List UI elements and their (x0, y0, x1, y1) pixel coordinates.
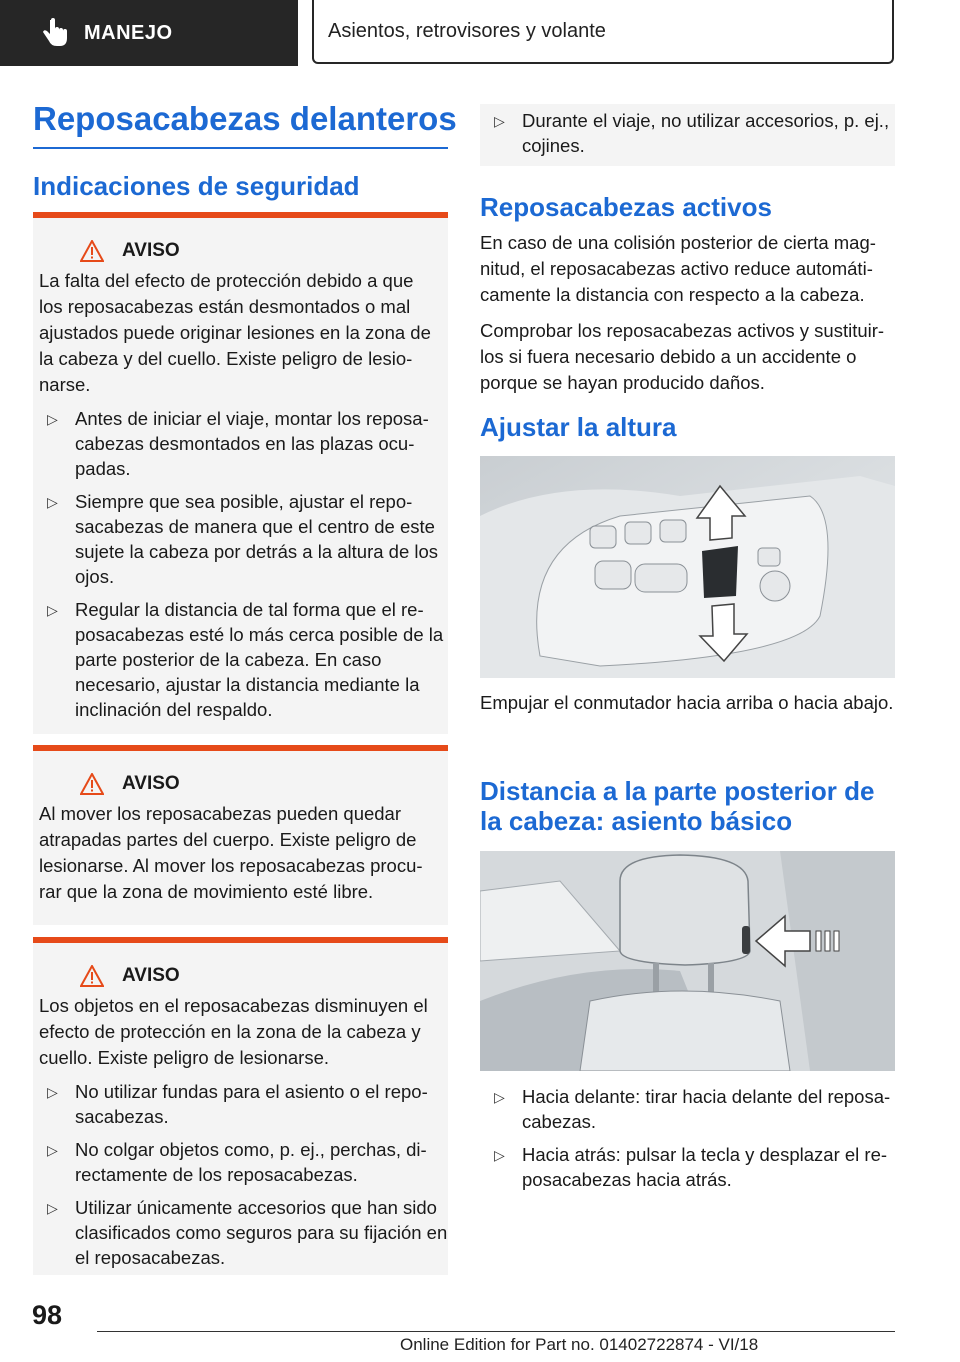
warning-box (33, 745, 448, 925)
warning-label: AVISO (122, 773, 180, 794)
list-item: ▷ Utilizar únicamente accesorios que han sido clasificados como seguros para su fijación en el reposacabezas. (47, 1197, 448, 1268)
list-item: ▷ Hacia atrás: pulsar la tecla y desplazar el reposacabezas hacia atrás. (494, 1144, 888, 1190)
edition-text: Online Edition for Part no. 01402722874 - VI/18 (400, 1335, 759, 1354)
triangle-bullet-icon: ▷ (47, 602, 58, 618)
active-paragraph-1: En caso de una colisión posterior de cierta magnitud, el reposacabezas activo reduce automáticamente la distancia con respecto a la cabeza. (480, 232, 876, 305)
hand-pointer-icon (42, 18, 68, 48)
list-item: ▷ Siempre que sea posible, ajustar el reposacabezas de manera que el centro de este sujete la cabeza por detrás a la altura de los ojos. (47, 491, 439, 587)
list-item: ▷ Durante el viaje, no utilizar accesorios, p. ej., cojines. (494, 110, 890, 156)
page-number: 98 (32, 1300, 63, 1330)
triangle-bullet-icon: ▷ (494, 113, 505, 129)
distance-heading: Distancia a la parte posterior de la cabeza: asiento básico (480, 776, 875, 836)
chapter-tab[interactable] (312, 0, 894, 64)
triangle-bullet-icon: ▷ (494, 1147, 505, 1163)
list-item: ▷ Antes de iniciar el viaje, montar los reposacabezas desmontados en las plazas ocupadas. (47, 408, 429, 479)
height-heading: Ajustar la altura (480, 412, 677, 442)
safety-heading: Indicaciones de seguridad (33, 171, 360, 201)
triangle-bullet-icon: ▷ (47, 494, 58, 510)
warning-box (33, 212, 448, 734)
list-item: ▷ No utilizar fundas para el asiento o el reposacabezas. (47, 1081, 428, 1127)
warning-triangle-icon (80, 773, 104, 795)
list-item: ▷ Hacia delante: tirar hacia delante del reposacabezas. (494, 1086, 891, 1132)
page-title: Reposacabezas delanteros (33, 100, 457, 137)
triangle-bullet-icon: ▷ (47, 1200, 58, 1216)
warning-text: La falta del efecto de protección debido a que los reposacabezas están desmontados o mal ajustados puede originar lesiones en la zona de la cabeza y del cuello. Existe peligro de lesionarse. (39, 270, 431, 395)
list-item: ▷ Regular la distancia de tal forma que el reposacabezas esté lo más cerca posible de la parte posterior de la cabeza. En caso necesario, ajustar la distancia mediante la inclinación del respaldo. (47, 599, 444, 720)
warning-text: Al mover los reposacabezas pueden quedar atrapadas partes del cuerpo. Existe peligro de lesionarse. Al mover los reposacabezas procurar que la zona de movimiento esté libre. (39, 803, 423, 902)
list-item: ▷ No colgar objetos como, p. ej., perchas, directamente de los reposacabezas. (47, 1139, 427, 1185)
warning-triangle-icon (80, 965, 104, 987)
warning-triangle-icon (80, 240, 104, 262)
section-tab[interactable] (0, 0, 298, 66)
triangle-bullet-icon: ▷ (47, 411, 58, 427)
triangle-bullet-icon: ▷ (47, 1084, 58, 1100)
chapter-label: Asientos, retrovisores y volante (328, 19, 606, 42)
triangle-bullet-icon: ▷ (494, 1089, 505, 1105)
warning-box (33, 937, 448, 1275)
height-caption: Empujar el conmutador hacia arriba o hacia abajo. (480, 692, 894, 713)
active-paragraph-2: Comprobar los reposacabezas activos y sustituirlos si fuera necesario debido a un accidente o porque se hayan producido daños. (480, 320, 885, 393)
continued-bullet-box (480, 104, 895, 166)
warning-text: Los objetos en el reposacabezas disminuyen el efecto de protección en la zona de la cabeza y cuello. Existe peligro de lesionarse. (39, 995, 428, 1068)
active-headrest-heading: Reposacabezas activos (480, 192, 772, 222)
section-label: MANEJO (84, 21, 173, 44)
title-divider (33, 147, 448, 149)
triangle-bullet-icon: ▷ (47, 1142, 58, 1158)
seat-switch-image (480, 456, 895, 678)
warning-label: AVISO (122, 965, 180, 986)
headrest-image (480, 851, 895, 1071)
warning-label: AVISO (122, 240, 180, 261)
footer-divider (97, 1331, 895, 1332)
